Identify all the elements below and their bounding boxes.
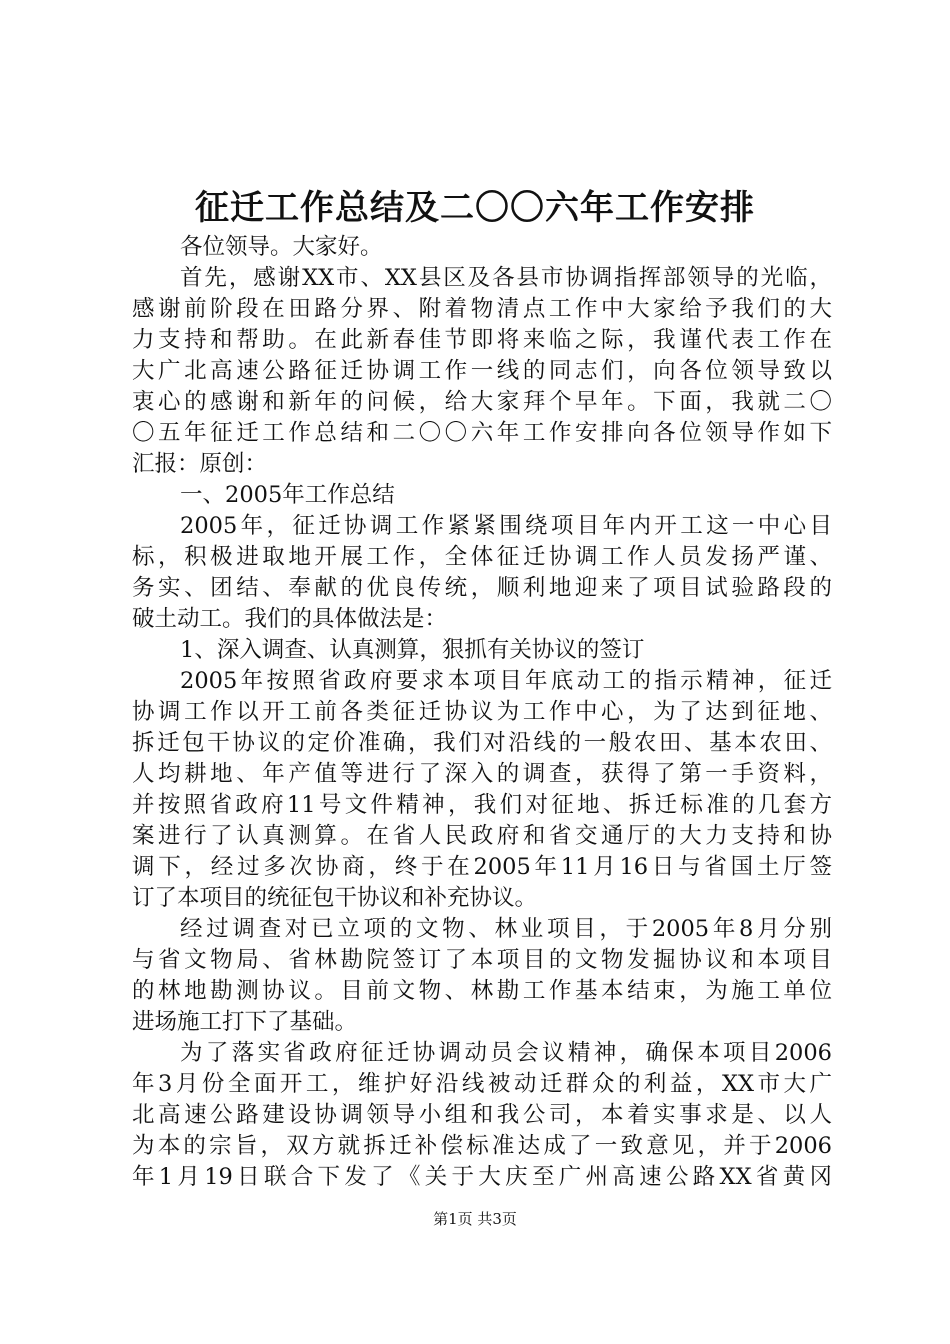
- text-line: 为了落实省政府征迁协调动员会议精神，确保本项目2006: [180, 1040, 832, 1066]
- text-line: 并按照省政府11号文件精神，我们对征地、拆迁标准的几套方: [132, 792, 832, 818]
- text-line: 订了本项目的统征包干协议和补充协议。: [132, 885, 538, 911]
- text-line: 汇报：原创：: [132, 451, 268, 477]
- text-line: 经过调查对已立项的文物、林业项目，于2005年8月分别: [180, 916, 832, 942]
- text-line: 务实、团结、奉献的优良传统，顺利地迎来了项目试验路段的: [132, 575, 832, 601]
- section-heading: 一、2005年工作总结: [180, 482, 395, 508]
- text-line: 案进行了认真测算。在省人民政府和省交通厅的大力支持和协: [132, 823, 832, 849]
- text-line: 进场施工打下了基础。: [132, 1009, 358, 1035]
- text-line: 拆迁包干协议的定价准确，我们对沿线的一般农田、基本农田、: [132, 730, 832, 756]
- text-line: 人均耕地、年产值等进行了深入的调查，获得了第一手资料，: [132, 761, 832, 787]
- text-line: 〇五年征迁工作总结和二〇〇六年工作安排向各位领导作如下: [132, 420, 832, 446]
- text-line: 衷心的感谢和新年的问候，给大家拜个早年。下面，我就二〇: [132, 389, 832, 415]
- text-line: 2005年按照省政府要求本项目年底动工的指示精神，征迁: [180, 668, 832, 694]
- text-line: 首先，感谢XX市、XX县区及各县市协调指挥部领导的光临，: [180, 265, 832, 291]
- text-line: 破土动工。我们的具体做法是：: [132, 606, 448, 632]
- text-line: 大广北高速公路征迁协调工作一线的同志们，向各位领导致以: [132, 358, 832, 384]
- text-line: 北高速公路建设协调领导小组和我公司，本着实事求是、以人: [132, 1102, 832, 1128]
- text-line: 与省文物局、省林勘院签订了本项目的文物发掘协议和本项目: [132, 947, 832, 973]
- document-body: [132, 232, 832, 1193]
- subsection-heading: 1、深入调查、认真测算，狠抓有关协议的签订: [180, 637, 645, 663]
- text-line: 的林地勘测协议。目前文物、林勘工作基本结束，为施工单位: [132, 978, 832, 1004]
- text-line: 为本的宗旨，双方就拆迁补偿标准达成了一致意见，并于2006: [132, 1133, 832, 1159]
- text-line: 2005年，征迁协调工作紧紧围绕项目年内开工这一中心目: [180, 513, 832, 539]
- text-line: 年1月19日联合下发了《关于大庆至广州高速公路XX省黄冈: [132, 1164, 832, 1190]
- page-number-footer: 第1页 共3页: [433, 1210, 517, 1228]
- text-line: 标，积极进取地开展工作，全体征迁协调工作人员发扬严谨、: [132, 544, 832, 570]
- text-line: 年3月份全面开工，维护好沿线被动迁群众的利益，XX市大广: [132, 1071, 832, 1097]
- text-line: 各位领导。大家好。: [180, 234, 383, 260]
- document-title: 征迁工作总结及二〇〇六年工作安排: [195, 188, 755, 228]
- text-line: 力支持和帮助。在此新春佳节即将来临之际，我谨代表工作在: [132, 327, 832, 353]
- text-line: 调下，经过多次协商，终于在2005年11月16日与省国土厅签: [132, 854, 832, 880]
- text-line: 协调工作以开工前各类征迁协议为工作中心，为了达到征地、: [132, 699, 832, 725]
- text-line: 感谢前阶段在田路分界、附着物清点工作中大家给予我们的大: [132, 296, 832, 322]
